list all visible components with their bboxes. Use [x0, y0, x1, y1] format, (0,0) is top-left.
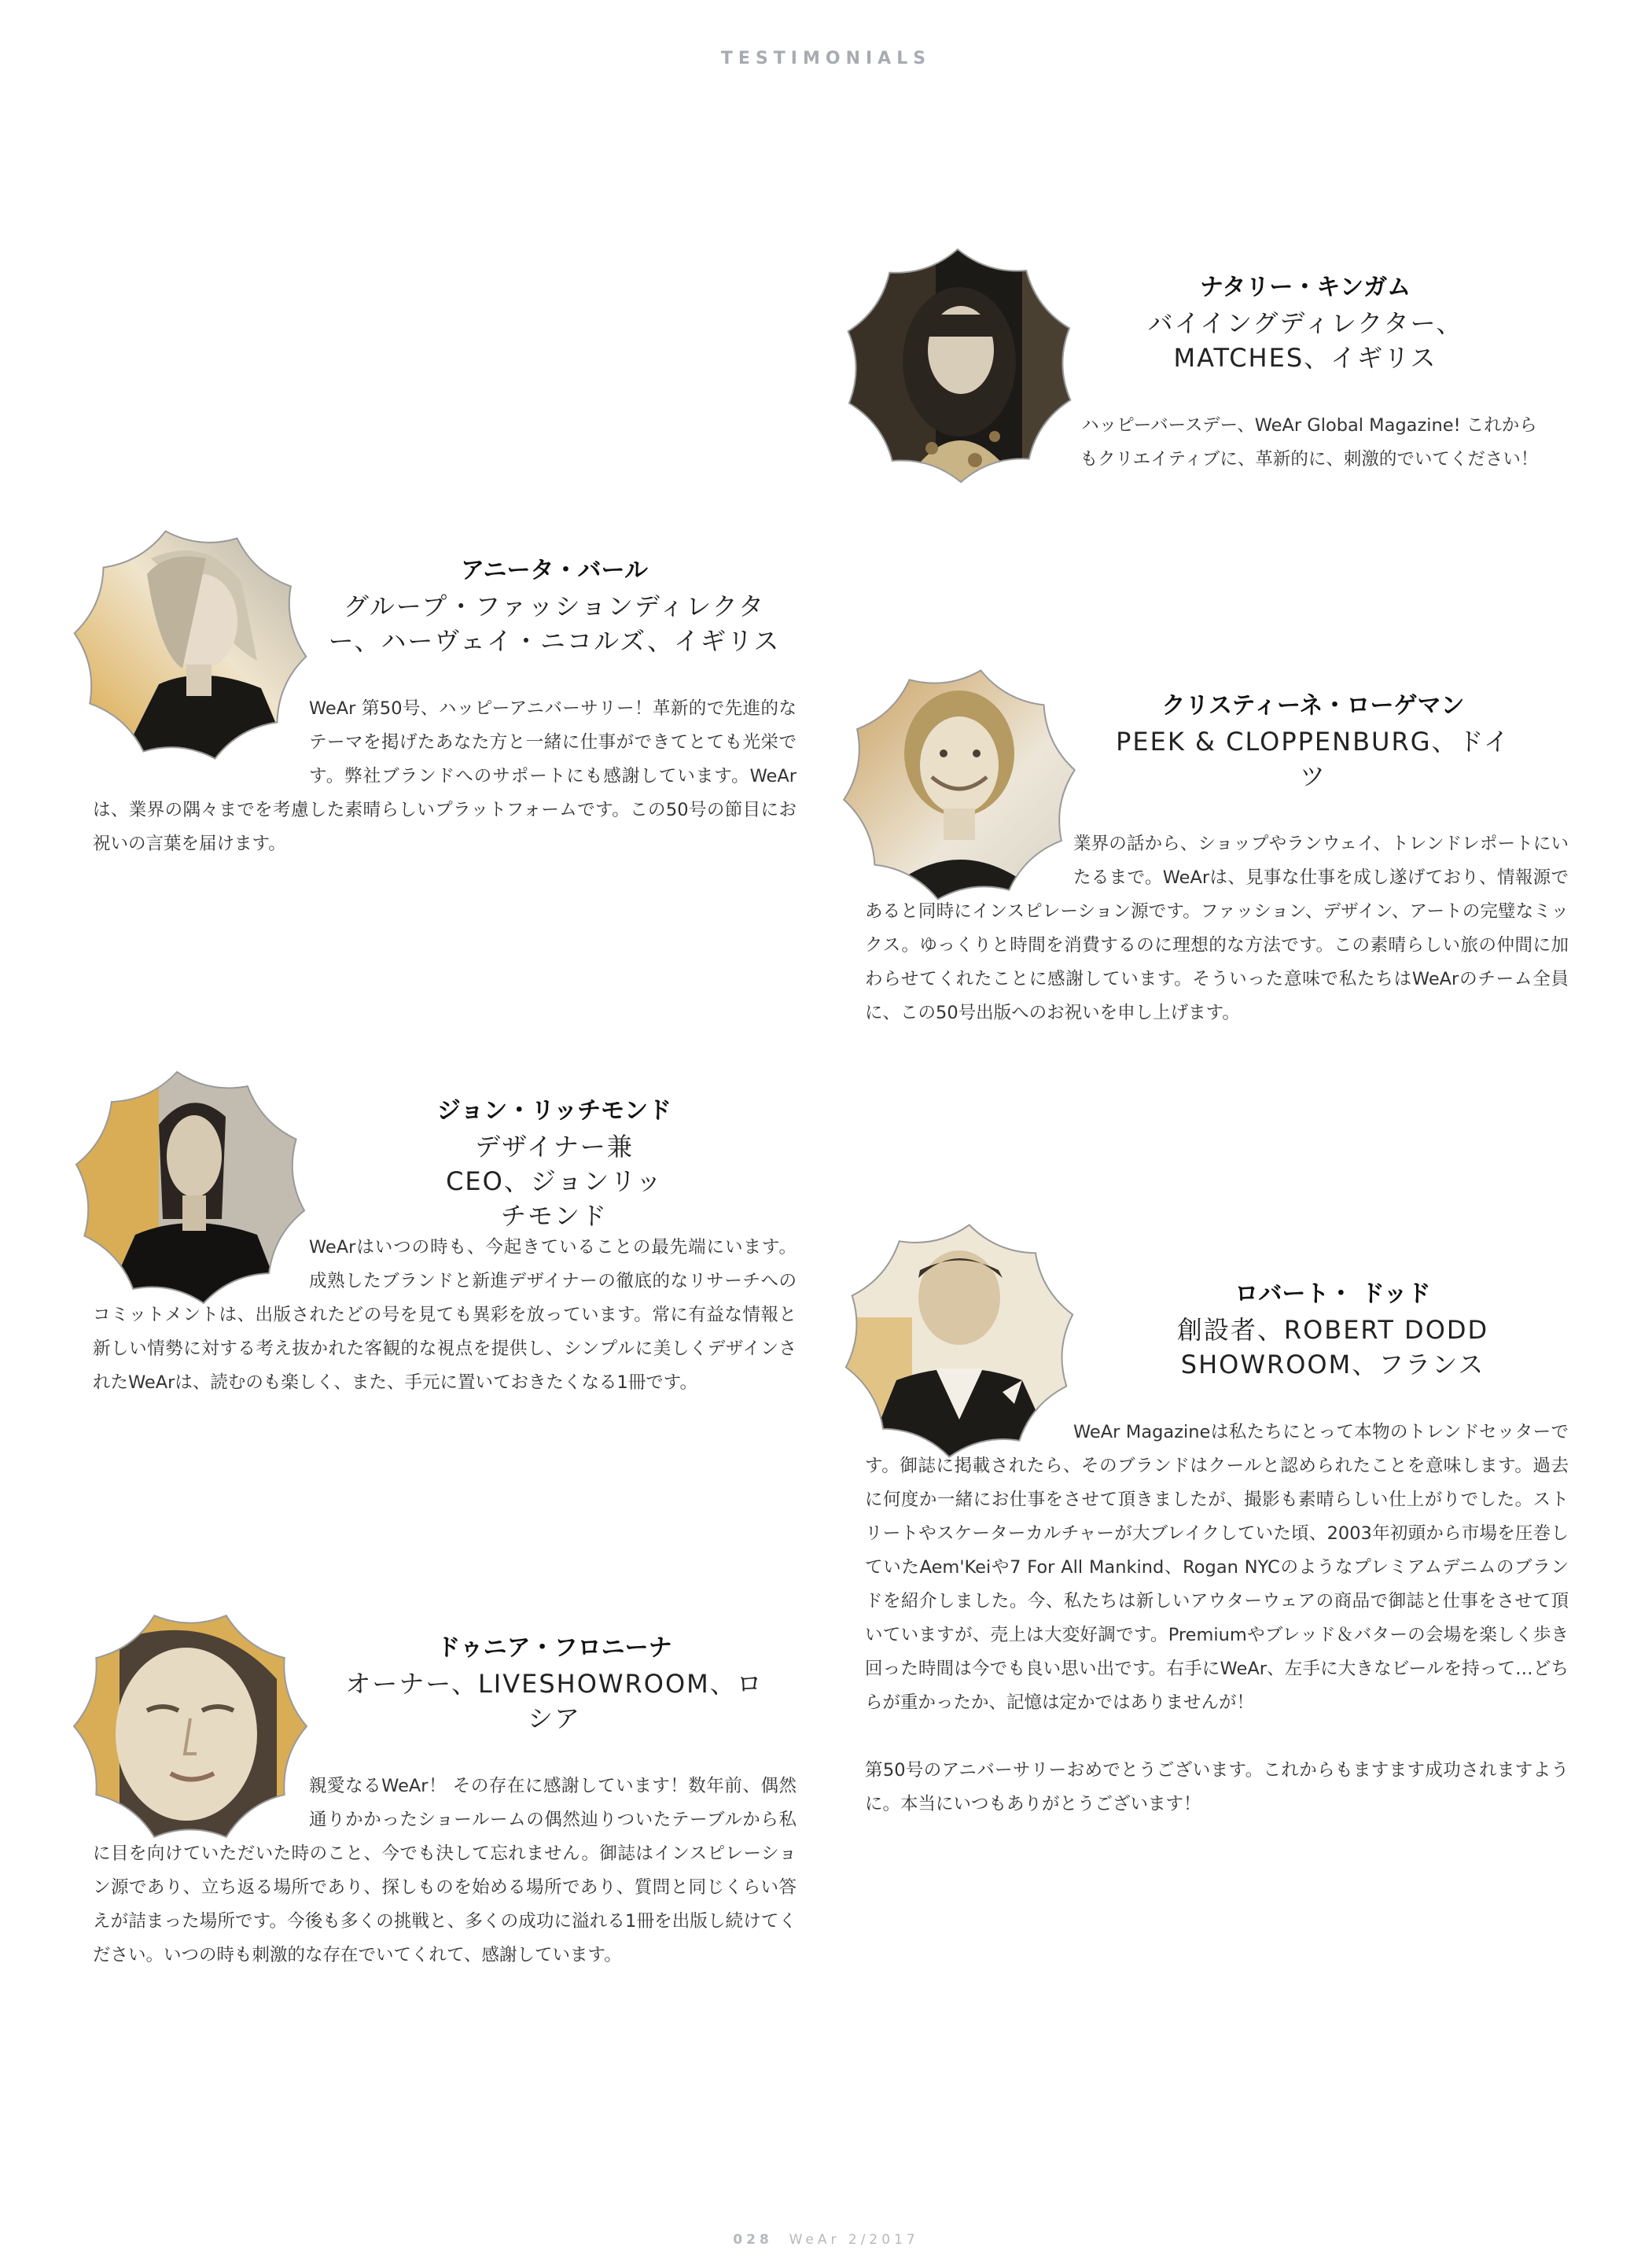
quote-text: WeAr 第50号、ハッピーアニバーサリー！革新的で先進的なテーマを掲げたあなた方と一緒に仕事ができてとても光栄です。弊社ブランドへのサポートにも感謝しています。WeArは、業界の隅々までを考慮した素晴らしいプラットフォームです。この50号の節目にお祝いの言葉を届けます。: [93, 698, 797, 854]
portrait-image: [841, 248, 1077, 484]
person-role: グループ・ファッションディレクター、ハーヴェイ・ニコルズ、イギリス: [328, 591, 781, 656]
quote-text: 親愛なるWeAr！ その存在に感謝しています！数年前、偶然通りかかったショールームの偶然辿りついたテーブルから私に目を向けていただいた時のこと、今でも決して忘れません。御誌はインスピレーション源であり、立ち返る場所であり、探しものを始める場所であり、質問と同じくらい答えが詰まった場所です。今後も多くの挑戦と、多くの成功に溢れる1冊を出版し続けてください。いつの時も刺激的な存在でいてくれて、感謝しています。: [93, 1776, 797, 1965]
person-name: クリスティーネ・ローゲマン: [1161, 692, 1465, 720]
page-number: 028: [733, 2232, 773, 2248]
person-role: オーナー、LIVESHOWROOM、ロシア: [345, 1669, 763, 1733]
person-name: ジョン・リッチモンド: [436, 1097, 672, 1125]
section-label: TESTIMONIALS: [720, 49, 932, 68]
person-name: ロバート・ ドッド: [1234, 1280, 1431, 1308]
quote-text: ハッピーバースデー、WeAr Global Magazine! これからもクリエイティブに、革新的に、刺激的でいてください！: [1080, 415, 1539, 470]
person-role: バイイングディレクター、MATCHES、イギリス: [1147, 308, 1463, 373]
issue-label: WeAr 2/2017: [789, 2232, 919, 2248]
portrait-natalie-kingham: [841, 248, 1077, 484]
quote-text: 業界の話から、ショップやランウェイ、トレンドレポートにいたるまで。WeArは、見事な仕事を成し遂げており、情報源であると同時にインスピレーション源です。ファッション、デザイン、アートの完璧なミックス。ゆっくりと時間を消費するのに理想的な方法です。この素晴らしい旅の仲間に加わらせてくれたことに感謝しています。そういった意味で私たちはWeArのチーム全員に、この50号出版へのお祝いを申し上げます。: [865, 834, 1569, 1023]
person-role: 創設者、ROBERT DODD SHOWROOM、フランス: [1176, 1315, 1489, 1379]
person-role: デザイナー兼CEO、ジョンリッチモンド: [446, 1132, 663, 1231]
quote-text: WeArはいつの時も、今起きていることの最先端にいます。成熟したブランドと新進デザイナーの徹底的なリサーチへのコミットメントは、出版されたどの号を見ても異彩を放っています。常に有益な情報と新しい情勢に対する考え抜かれた客観的な視点を提供し、シンプルに美しくデザインされたWeArは、読むのも楽しく、また、手元に置いておきたくなる1冊です。: [93, 1237, 797, 1393]
person-name: ドゥニア・フロニーナ: [436, 1634, 672, 1662]
person-name: アニータ・バール: [461, 557, 648, 584]
quote-text: WeAr Magazineは私たちにとって本物のトレンドセッターです。御誌に掲載されたら、そのブランドはクールと認められたことを意味します。過去に何度か一緒にお仕事をさせて頂きましたが、撮影も素晴らしい仕上がりでした。ストリートやスケーターカルチャーが大ブレイクしていた頃、2003年初頭から市場を圧巻していたAem'Keiや7 For All Mankind、Rogan NYCのようなプレミアムデニムのブランドを紹介しました。今、私たちは新しいアウターウェアの商品で御誌と仕事をさせて頂いていますが、売上は大変好調です。Premiumやブレッド＆バターの会場を楽しく歩き回った時間は今でも良い思い出です。右手にWeAr、左手に大きなビールを持って…どちらが重かったか、記憶は定かではありませんが！ 第50号のアニバーサリーおめでとうございます。これからもますます成功されますように。本当にいつもありがとうございます！: [865, 1422, 1569, 1814]
person-role: PEEK & CLOPPENBURG、ドイツ: [1116, 727, 1510, 791]
page-footer: [0, 2232, 1652, 2248]
person-name: ナタリー・キンガム: [1199, 274, 1411, 301]
